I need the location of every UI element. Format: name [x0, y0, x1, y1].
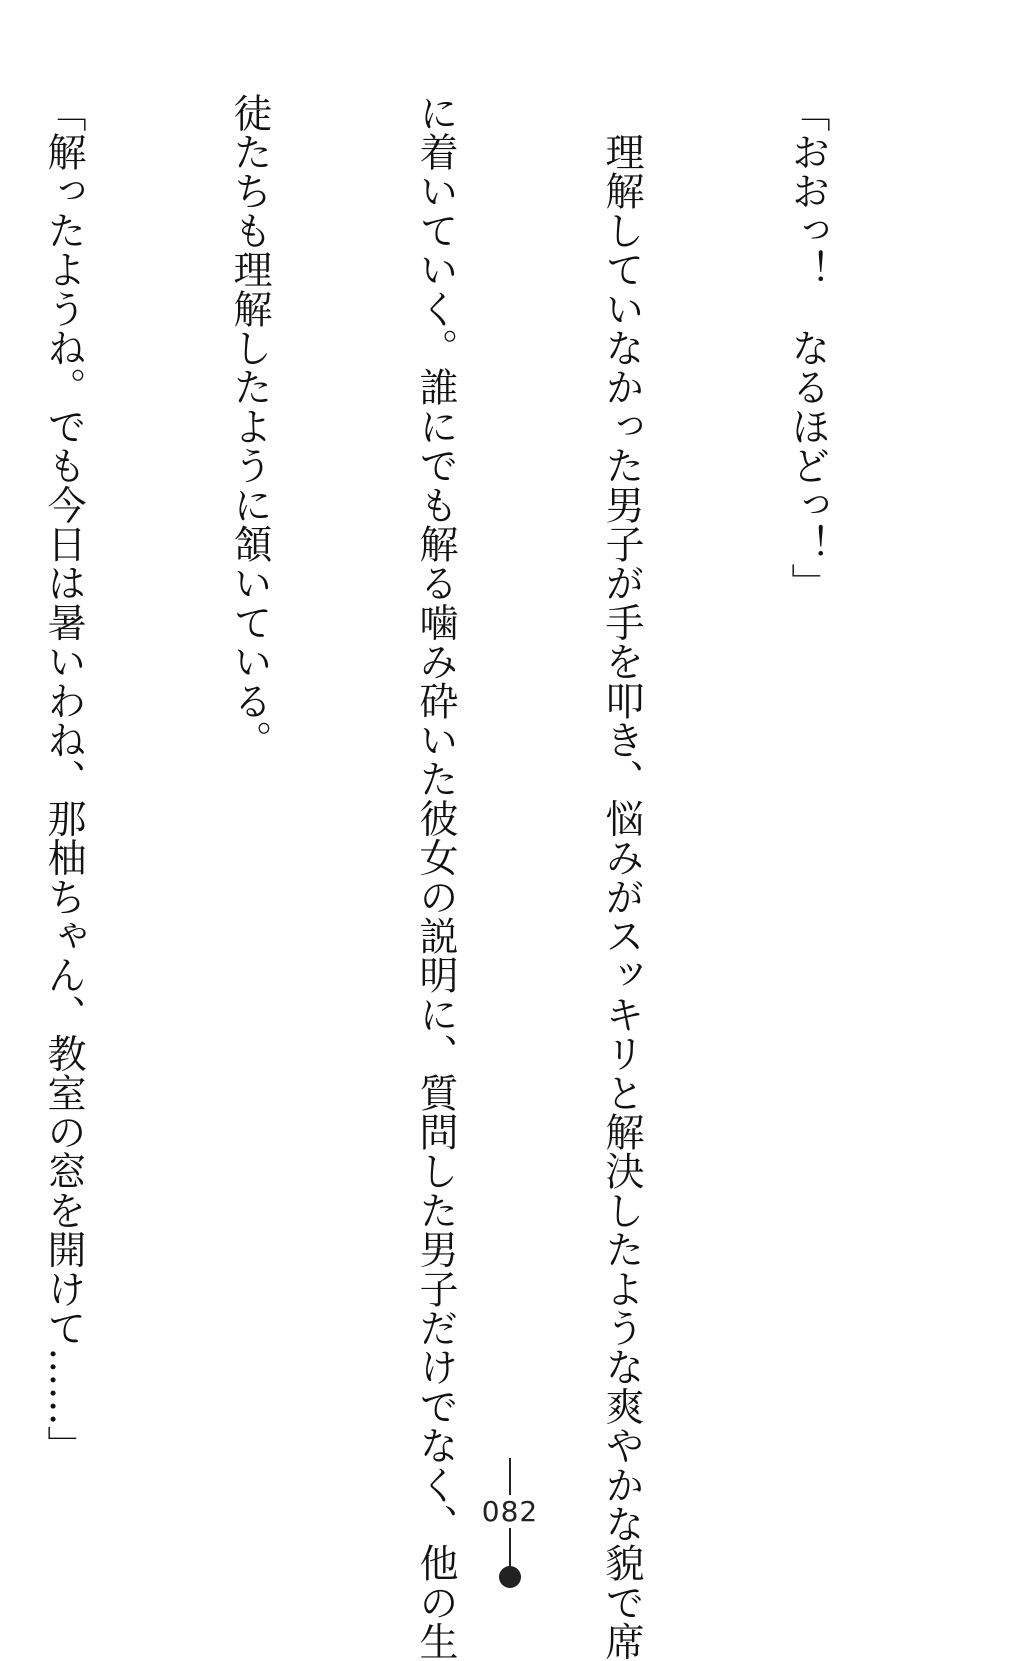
- page-number-label: 082: [476, 1495, 544, 1528]
- text-line: 「おおっ！ なるほどっ！」: [785, 93, 830, 603]
- page-marker-dot-icon: [499, 1566, 521, 1588]
- text-line: 徒たちも理解したように頷いている。: [227, 93, 272, 760]
- page-number: [0, 1495, 1020, 1528]
- text-line: 理解していなかった男子が手を叩き、悩みがスッキリと解決したような爽やかな貌で席: [599, 93, 644, 1661]
- text-line: に着いていく。誰にでも解る噛み砕いた彼女の説明に、質問した男子だけでなく、他の生: [413, 93, 458, 1661]
- text-line: 「解ったようね。でも今日は暑いわね、那柚ちゃん、教室の窓を開けて……」: [41, 93, 86, 1465]
